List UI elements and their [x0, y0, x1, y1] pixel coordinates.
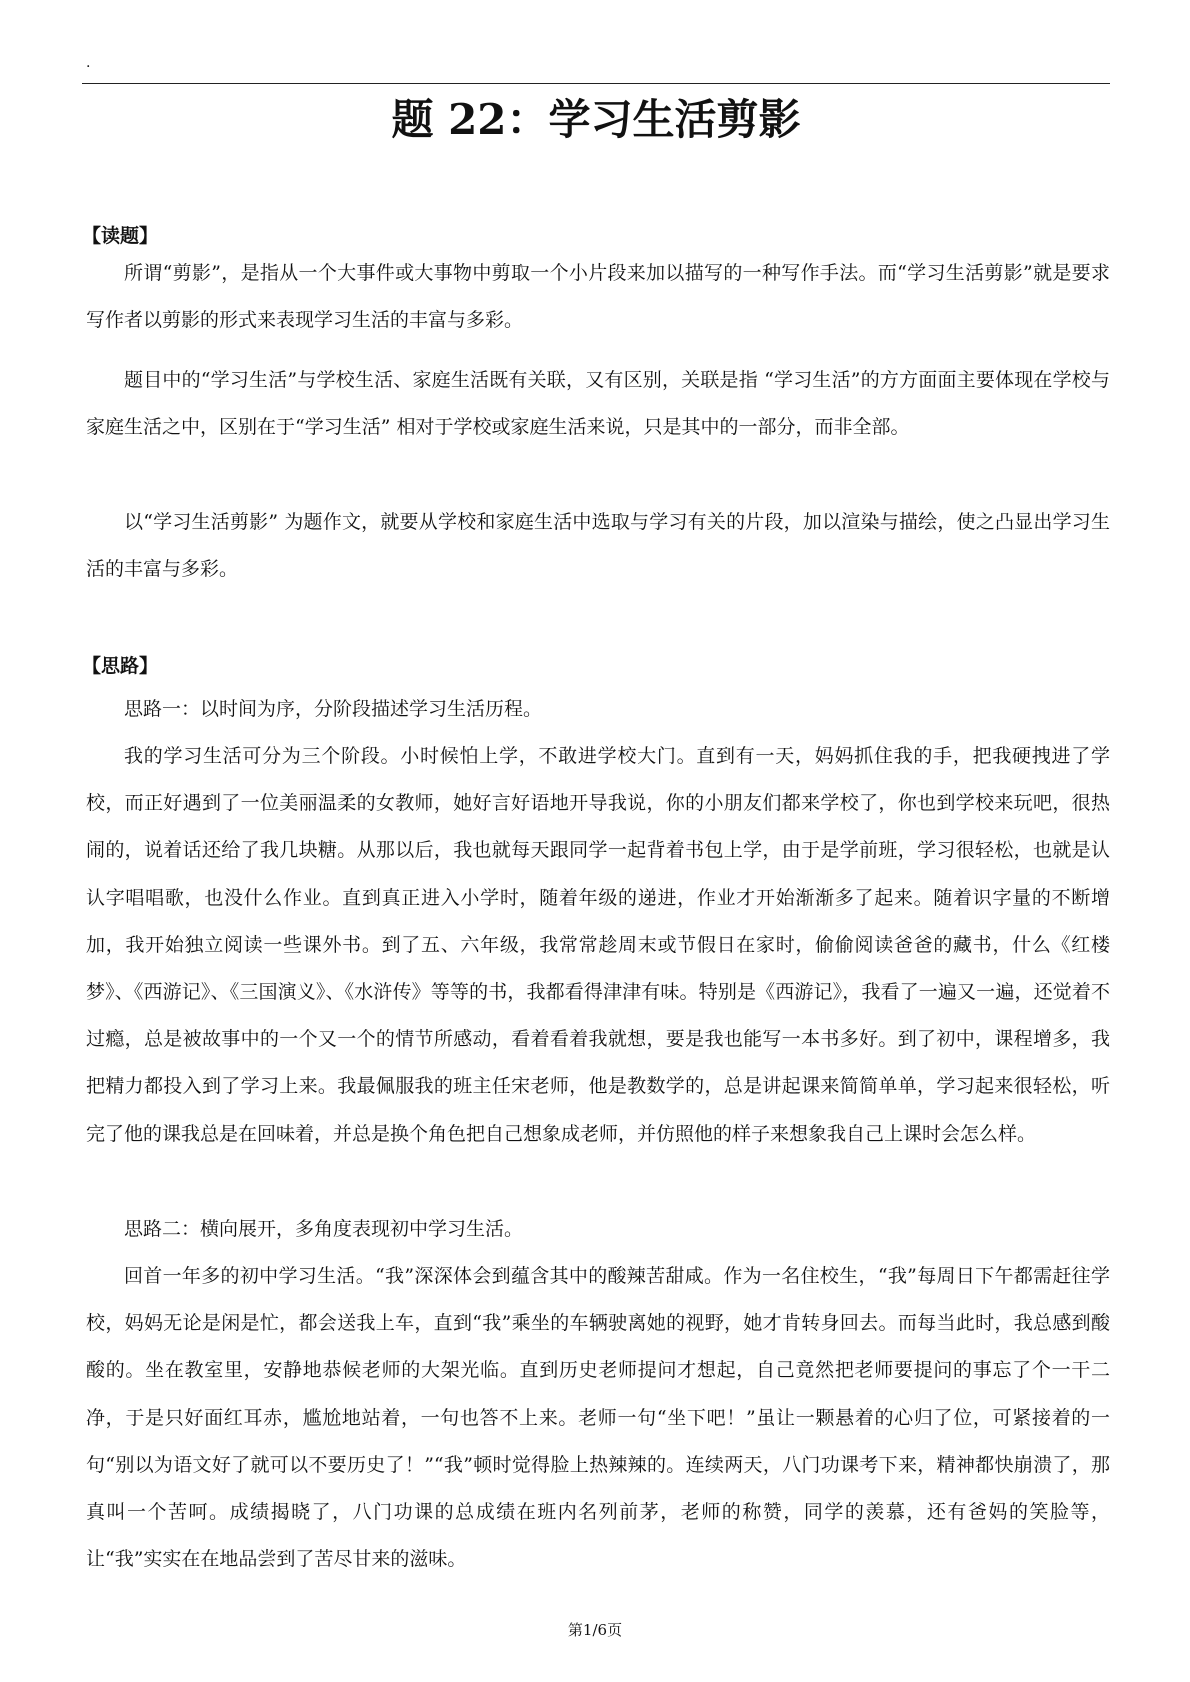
reading-paragraph-2: 题目中的“学习生活”与学校生活、家庭生活既有关联，又有区别，关联是指 “学习生活”的方方面面主要体现在学校与家庭生活之中，区别在于“学习生活” 相对于学校或家庭生活来说，只是其中的一部分，而非全部。 — [86, 369, 1110, 439]
page-number: 第1/6页 — [567, 1621, 623, 1639]
reading-paragraph-1: 所谓“剪影”，是指从一个大事件或大事物中剪取一个小片段来加以描写的一种写作手法。而“学习生活剪影”就是要求写作者以剪影的形式来表现学习生活的丰富与多彩。 — [86, 262, 1110, 332]
section-heading-thinking: 【思路】 — [82, 655, 159, 677]
section-heading-reading: 【读题】 — [82, 225, 159, 247]
thinking-paragraph-1: 思路一：以时间为序，分阶段描述学习生活历程。 — [124, 698, 543, 720]
thinking-paragraph-2: 我的学习生活可分为三个阶段。小时候怕上学，不敢进学校大门。直到有一天，妈妈抓住我的手，把我硬拽进了学校，而正好遇到了一位美丽温柔的女教师，她好言好语地开导我说，你的小朋友们都来学校了，你也到学校来玩吧，很热闹的，说着话还给了我几块糖。从那以后，我也就每天跟同学一起背着书包上学，由于是学前班，学习很轻松，也就是认认字唱唱歌，也没什么作业。直到真正进入小学时，随着年级的递进，作业才开始渐渐多了起来。随着识字量的不断增加，我开始独立阅读一些课外书。到了五、六年级，我常常趁周末或节假日在家时，偷偷阅读爸爸的藏书，什么《红楼梦》、《西游记》、《三国演义》、《水浒传》等等的书，我都看得津津有味。特别是《西游记》，我看了一遍又一遍，还觉着不过瘾，总是被故事中的一个又一个的情节所感动，看着看着我就想，要是我也能写一本书多好。到了初中，课程增多，我把精力都投入到了学习上来。我最佩服我的班主任宋老师，他是教数学的，总是讲起课来简简单单，学习起来很轻松，听完了他的课我总是在回味着，并总是换个角色把自己想象成老师，并仿照他的样子来想象我自己上课时会怎么样。 — [86, 745, 1110, 1145]
reading-paragraph-3: 以“学习生活剪影” 为题作文，就要从学校和家庭生活中选取与学习有关的片段，加以渲染与描绘，使之凸显出学习生活的丰富与多彩。 — [86, 511, 1110, 581]
header-rule — [82, 83, 1110, 84]
thinking-paragraph-4: 回首一年多的初中学习生活。“我”深深体会到蕴含其中的酸辣苦甜咸。作为一名住校生，“我”每周日下午都需赶往学校，妈妈无论是闲是忙，都会送我上车，直到“我”乘坐的车辆驶离她的视野，她才肯转身回去。而每当此时，我总感到酸酸的。坐在教室里，安静地恭候老师的大架光临。直到历史老师提问才想起，自己竟然把老师要提问的事忘了个一干二净，于是只好面红耳赤，尴尬地站着，一句也答不上来。老师一句“坐下吧！”虽让一颗悬着的心归了位，可紧接着的一句“别以为语文好了就可以不要历史了！”“我”顿时觉得脸上热辣辣的。连续两天，八门功课考下来，精神都快崩溃了，那真叫一个苦呵。成绩揭晓了，八门功课的总成绩在班内名列前茅，老师的称赞，同学的羡慕，还有爸妈的笑脸等，让“我”实实在在地品尝到了苦尽甘来的滋味。 — [86, 1265, 1110, 1571]
thinking-paragraph-3: 思路二：横向展开，多角度表现初中学习生活。 — [124, 1218, 524, 1240]
header-mark: . — [86, 55, 91, 71]
page-title: 题 22：学习生活剪影 — [391, 95, 801, 144]
